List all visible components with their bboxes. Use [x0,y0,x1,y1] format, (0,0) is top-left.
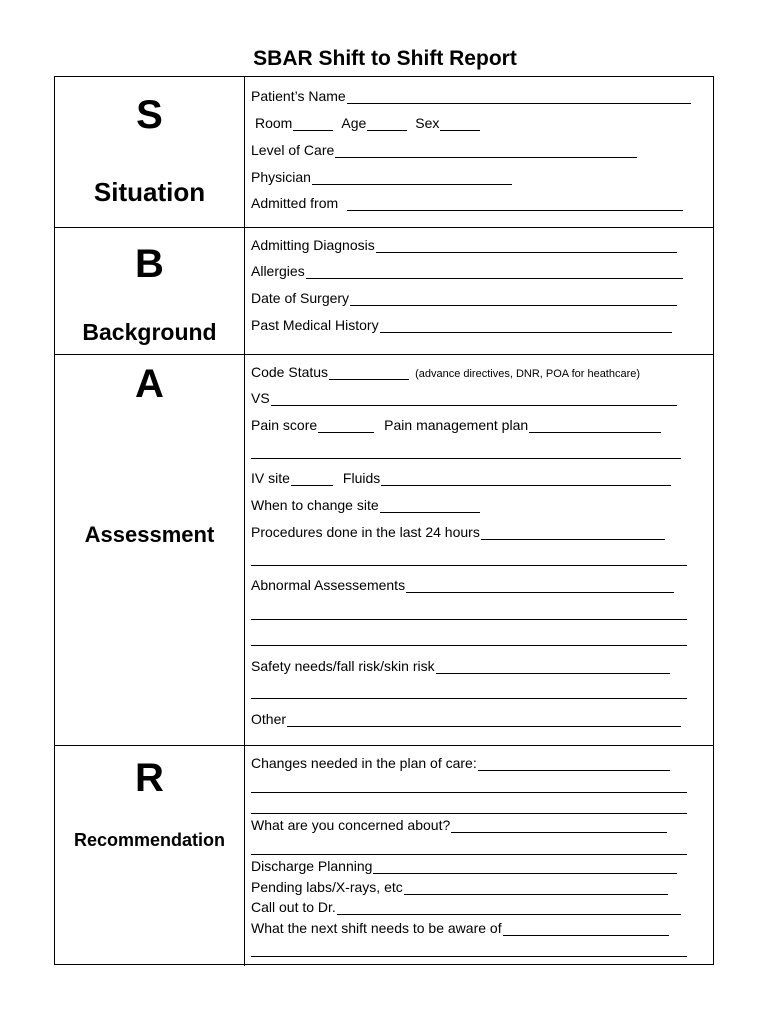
pain-plan-blank-line[interactable] [251,458,681,459]
change-site-field[interactable] [251,495,480,513]
patient-name-line[interactable] [347,88,691,104]
code-status-label: Code Status [251,364,329,380]
assessment-section [55,354,713,745]
recommendation-header [55,746,245,966]
patient-name-label: Patient’s Name [251,88,346,104]
iv-fluids-field[interactable] [251,468,671,486]
call-out-label: Call out to Dr. [251,899,336,915]
sex-line[interactable] [440,115,480,131]
other-label: Other [251,711,287,727]
discharge-field[interactable] [251,856,677,874]
procedures-field[interactable] [251,522,665,540]
safety-label: Safety needs/fall risk/skin risk [251,658,435,674]
abnormal-label: Abnormal Assessements [251,577,406,593]
concerned-label: What are you concerned about? [251,817,451,833]
other-line[interactable] [287,711,681,727]
safety-field[interactable] [251,656,670,674]
abnormal-line[interactable] [406,577,674,593]
allergies-line[interactable] [306,263,683,279]
next-shift-line[interactable] [503,920,669,936]
abnormal-field[interactable] [251,575,674,593]
admitted-from-field[interactable] [251,193,683,211]
iv-site-label: IV site [251,470,290,486]
form-title: SBAR Shift to Shift Report [253,47,517,70]
admitted-from-line[interactable] [347,195,683,211]
room-line[interactable] [293,115,333,131]
concerned-blank-line[interactable] [251,854,687,855]
situation-label: Situation [93,177,206,207]
changes-label: Changes needed in the plan of care: [251,755,477,771]
date-of-surgery-field[interactable] [251,288,677,306]
change-site-line[interactable] [380,497,480,513]
code-status-note: (advance directives, DNR, POA for heathcare) [415,368,641,380]
procedures-line[interactable] [481,524,665,540]
changes-blank-line-2[interactable] [251,813,687,814]
recommendation-letter: R [135,756,164,800]
age-line[interactable] [367,115,407,131]
discharge-label: Discharge Planning [251,858,373,874]
physician-field[interactable] [251,167,512,185]
past-medical-history-field[interactable] [251,315,672,333]
pending-field[interactable] [251,877,668,895]
vs-line[interactable] [271,390,677,406]
changes-field[interactable] [251,753,670,771]
concerned-field[interactable] [251,815,667,833]
age-label: Age [341,115,367,131]
pain-score-label: Pain score [251,417,318,433]
iv-site-line[interactable] [291,470,333,486]
other-field[interactable] [251,709,681,727]
call-out-field[interactable] [251,897,681,915]
vs-field[interactable] [251,388,677,406]
background-letter: B [135,242,164,286]
next-shift-field[interactable] [251,918,669,936]
recommendation-section [55,745,713,966]
level-of-care-line[interactable] [335,142,637,158]
level-of-care-label: Level of Care [251,142,335,158]
assessment-label: Assessment [84,522,215,547]
physician-line[interactable] [312,169,512,185]
allergies-label: Allergies [251,263,305,279]
admitted-from-label: Admitted from [251,195,339,211]
call-out-line[interactable] [337,899,681,915]
pain-field[interactable] [251,415,661,433]
background-section [55,227,713,354]
pending-line[interactable] [404,879,668,895]
past-medical-history-label: Past Medical History [251,317,379,333]
concerned-line[interactable] [451,817,667,833]
assessment-letter: A [135,362,164,406]
code-status-field[interactable] [251,362,640,380]
situation-letter: S [136,93,163,137]
situation-section [55,77,713,227]
level-of-care-field[interactable] [251,140,637,158]
assessment-header [55,355,245,745]
pending-label: Pending labs/X-rays, etc [251,879,403,895]
code-status-line[interactable] [329,364,409,380]
abnormal-blank-line-2[interactable] [251,645,687,646]
sbar-form [54,76,714,965]
safety-blank-line[interactable] [251,698,687,699]
date-of-surgery-label: Date of Surgery [251,290,350,306]
background-label: Background [82,319,217,345]
admitting-diagnosis-field[interactable] [251,235,677,253]
situation-header [55,77,245,227]
discharge-line[interactable] [373,858,677,874]
next-shift-label: What the next shift needs to be aware of [251,920,502,936]
sex-label: Sex [415,115,440,131]
physician-label: Physician [251,169,311,185]
room-age-sex-field[interactable] [255,113,480,131]
admitting-diagnosis-line[interactable] [376,237,677,253]
safety-line[interactable] [436,658,670,674]
pain-plan-label: Pain management plan [384,417,529,433]
procedures-label: Procedures done in the last 24 hours [251,524,480,540]
change-site-label: When to change site [251,497,379,513]
background-header [55,228,245,354]
admitting-diagnosis-label: Admitting Diagnosis [251,237,375,253]
pain-plan-line[interactable] [529,417,661,433]
fluids-label: Fluids [342,470,381,486]
pain-score-line[interactable] [318,417,374,433]
changes-line[interactable] [478,755,670,771]
abnormal-blank-line-1[interactable] [251,619,687,620]
date-of-surgery-line[interactable] [350,290,677,306]
room-label: Room [255,115,293,131]
recommendation-label: Recommendation [73,830,226,850]
vs-label: VS [251,390,270,406]
procedures-blank-line[interactable] [251,565,687,566]
fluids-line[interactable] [381,470,671,486]
changes-blank-line-1[interactable] [251,792,687,793]
patient-name-field[interactable] [251,86,691,104]
past-medical-history-line[interactable] [380,317,672,333]
next-shift-blank-line[interactable] [251,956,687,957]
allergies-field[interactable] [251,261,683,279]
